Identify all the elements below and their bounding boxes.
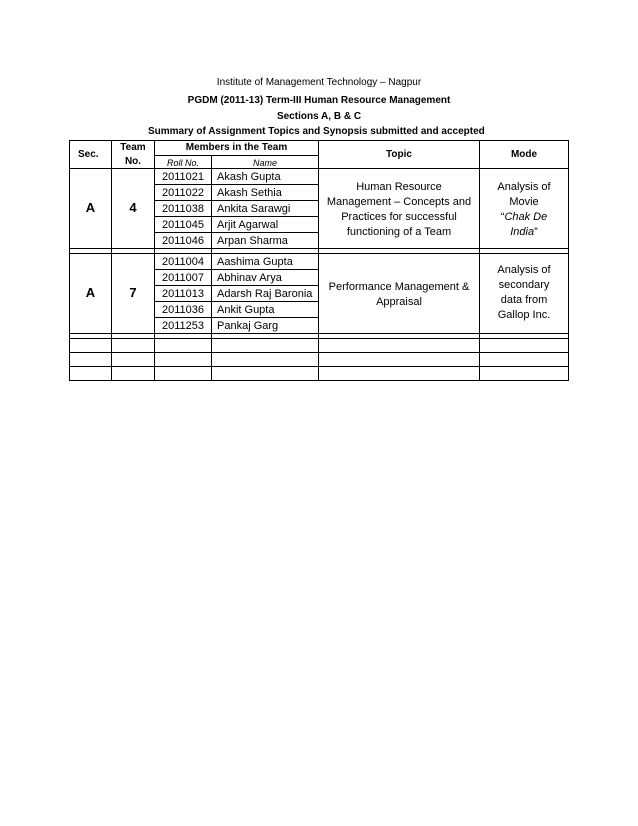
mode-line: Analysis of [497,264,551,276]
table-row-name: Akash Sethia [217,187,282,199]
program-title: PGDM (2011-13) Term-III Human Resource Management [187,95,451,106]
table-row-name: Adarsh Raj Baronia [217,288,313,300]
group-1-team: 4 [129,200,137,215]
group-1-sec: A [85,200,96,215]
mode-line: Analysis of [497,181,551,193]
table-row-roll: 2011022 [162,187,205,199]
mode-line [480,225,568,240]
topic-line: Performance Management & [328,281,470,293]
mode-line: data from [500,294,548,306]
movie-title-part: India [510,226,535,238]
table-row-roll: 2011045 [162,219,205,231]
table-row-name: Ankit Gupta [217,304,275,316]
header-name: Name [252,158,277,168]
table-row-name: Abhinav Arya [217,272,282,284]
table-row-roll: 2011038 [162,203,205,215]
topic-line: Appraisal [376,296,422,308]
movie-title-part: Chak De [504,211,548,223]
open-quote: “ [500,211,505,223]
header-topic: Topic [386,149,412,160]
table-row-roll: 2011007 [162,272,205,284]
mode-line: secondary [498,279,550,291]
header-mode: Mode [510,149,538,160]
table-row-roll: 2011013 [162,288,205,300]
mode-line: Movie [509,196,539,208]
header-team-line2: No. [124,156,142,167]
topic-line: functioning of a Team [346,226,452,238]
close-quote: ” [534,226,538,238]
sections-title: Sections A, B & C [276,111,362,122]
group-2-sec: A [85,285,96,300]
topic-line: Human Resource [356,181,442,193]
group-2-mode [480,263,568,323]
institute-title: Institute of Management Technology – Nagpur [216,77,422,88]
header-sec: Sec. [78,149,99,160]
header-members: Members in the Team [185,142,288,153]
table-row-roll: 2011253 [162,320,205,332]
table-row-name: Ankita Sarawgi [217,203,291,215]
header-team-line1: Team [120,142,146,153]
topic-line: Management – Concepts and [326,196,472,208]
table-row-roll: 2011021 [162,171,205,183]
table-row-roll: 2011046 [162,235,205,247]
group-1-mode [480,180,568,240]
table-row-name: Arjit Agarwal [217,219,279,231]
header-roll-no: Roll No. [166,158,199,168]
group-2-topic [319,280,479,310]
table-row-name: Aashima Gupta [217,256,293,268]
table-row-name: Arpan Sharma [217,235,288,247]
mode-line: Gallop Inc. [497,309,551,321]
table-row-roll: 2011004 [162,256,205,268]
mode-line [480,210,568,225]
group-1-topic [319,180,479,240]
group-2-team: 7 [129,285,137,300]
table-row-roll: 2011036 [162,304,205,316]
topic-line: Practices for successful [341,211,457,223]
table-row-name: Akash Gupta [217,171,281,183]
summary-title: Summary of Assignment Topics and Synopsis submitted and accepted [148,126,485,137]
table-row-name: Pankaj Garg [217,320,279,332]
